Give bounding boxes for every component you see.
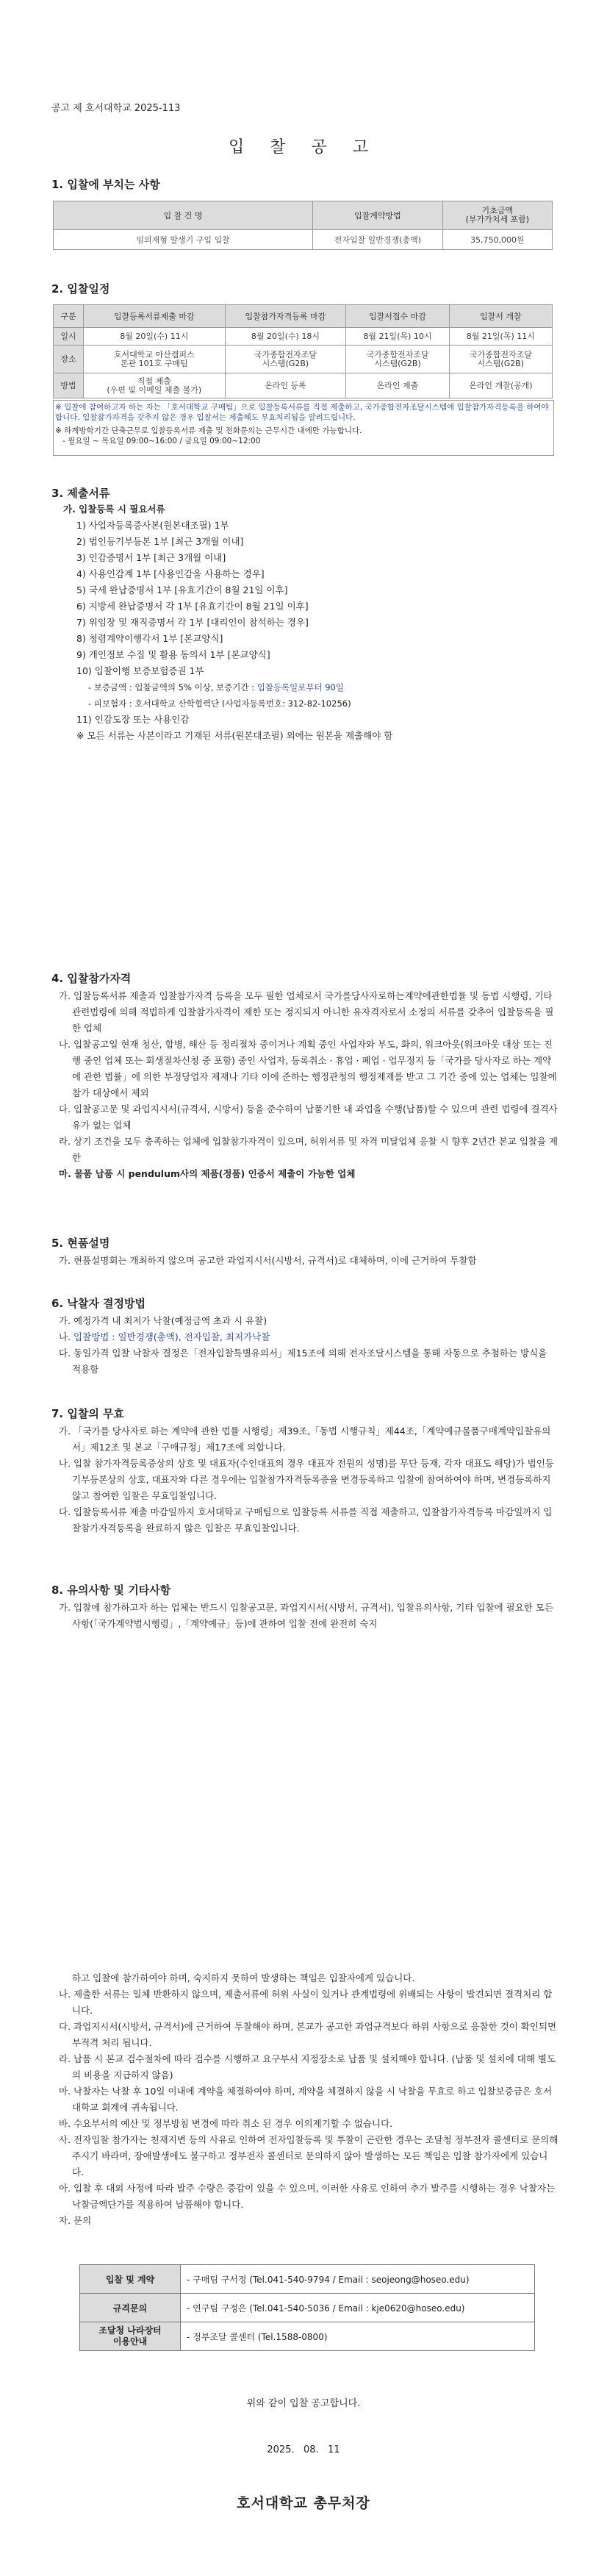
list-item: 가. 「국가를 당사자로 하는 계약에 관한 법률 시행령」제39조,「동법 시행규칙」제44조,「계약예규물품구매계약입찰유의서」제12조 및 본교「구매규정」제17조에 의합니다. [59, 1425, 551, 1453]
cell: 국가종합전자조달 시스템(G2B) [225, 346, 346, 373]
closing-line: 위와 같이 입찰 공고합니다. [246, 2398, 361, 2409]
col-reg-deadline: 입찰참가자격등록 마감 [225, 305, 346, 328]
list-item: 라. 납품 시 본교 검수절차에 따라 검수를 시행하고 요구부서 지정장소로 납품 및 설치해야 합니다. (납품 및 설치에 대해 별도의 비용을 지급하지 않음) [59, 2053, 556, 2081]
notes-rest [59, 1970, 558, 2229]
issuer-name: 호서대학교 총무처장 [237, 2495, 370, 2511]
table-row [54, 328, 553, 346]
list-item: 가. 입찰에 참가하고자 하는 업체는 반드시 입찰공고문, 과업지시서(시방서, 규격서), 입찰유의사항, 기타 입찰에 필요한 모든 사항(「국가계약법시행령」,「계약예규」등)에 관하여 입찰 전에 완전히 숙지 [59, 1602, 553, 1629]
cell: 8월 21일(목) 10시 [346, 328, 449, 346]
list-item: 다. 동일가격 입찰 낙찰자 결정은「전자입찰특별유의서」제15조에 의해 전자조달시스템을 통해 자동으로 추첨하는 방식을 적용함 [59, 1348, 547, 1375]
cell: 직접 제출 (우편 및 이메일 제출 불가) [84, 373, 226, 398]
bond-insured: - 피보험자 : 호서대학교 산학협력단 (사업자등록번호: 312-82-10256) [88, 698, 351, 709]
base-amount: 35,750,000원 [442, 230, 552, 250]
required-docs [51, 501, 558, 744]
notice-number: 공고 제 호서대학교 2025-113 [51, 103, 181, 114]
notes-first [59, 1600, 558, 1632]
bond-amount [51, 679, 558, 695]
cell: 온라인 개찰(공개) [449, 373, 552, 398]
cell: 8월 21일(목) 11시 [449, 328, 552, 346]
col-bid-deadline: 입찰서접수 마감 [346, 305, 449, 328]
list-item: 8) 청렴계약이행각서 1부 [본교양식] [76, 633, 223, 644]
schedule-table [53, 304, 553, 398]
list-item: 3) 인감증명서 1부 [최근 3개월 이내] [76, 552, 226, 563]
table-row [80, 2322, 535, 2351]
section-6-heading: 6. 낙찰자 결정방법 [51, 1297, 146, 1310]
docs-subheading: 가. 입찰등록 시 필요서류 [63, 504, 165, 515]
cell: 호서대학교 아산캠퍼스 본관 101호 구매팀 [84, 346, 226, 373]
page-title: 입 찰 공 고 [229, 138, 378, 157]
list-item: 사. 전자입찰 참가자는 천재지변 등의 사유로 인하여 전자입찰등록 및 투찰이 곤란한 경우는 조달청 정부전자 콜센터로 문의해 주시기 바라며, 장애발생에도 불구하고 정부전자 콜센터로 문의하지 않아 발생하는 모든 책임은 입찰 참가자에게 있습니다. [59, 2134, 558, 2178]
bid-item-table [53, 201, 553, 250]
section-8-heading: 8. 유의사항 및 기타사항 [51, 1584, 171, 1597]
cell: 온라인 등록 [225, 373, 346, 398]
list-item: 마. 낙찰자는 낙찰 후 10일 이내에 계약을 체결하여야 하며, 계약을 체결하지 않을 시 낙찰을 무효로 하고 입찰보증금은 호서대학교 회계에 귀속됩니다. [59, 2086, 553, 2113]
col-contract-method: 입찰계약방법 [313, 201, 443, 230]
docs-note: ※ 모든 서류는 사본이라고 기재된 서류(원본대조필) 외에는 원본을 제출해야 함 [76, 730, 393, 741]
table-row [80, 2294, 535, 2322]
list-item: 6) 지방세 완납증명서 각 1부 [유효기간이 8월 21일 이후] [76, 601, 309, 612]
product-description [59, 1253, 558, 1269]
eligibility [59, 988, 558, 1182]
contact-table [79, 2264, 535, 2351]
notice-date: 2025. 08. 11 [267, 2444, 340, 2455]
col-base-amount: 기초금액 (부가가치세 포함) [442, 201, 552, 230]
list-item: 가. 예정가격 내 최저가 낙찰(예정금액 초과 시 유찰) [59, 1315, 267, 1326]
contact-value: - 구매팀 구서정 (Tel.041-540-9794 / Email : seojeong@hoseo.edu) [181, 2265, 535, 2294]
col-docs-deadline: 입찰등록서류제출 마감 [84, 305, 226, 328]
cell: 8월 20일(수) 18시 [225, 328, 346, 346]
table-row [54, 346, 553, 373]
award-method [59, 1313, 558, 1378]
list-item: 가. 현품설명회는 개최하지 않으며 공고한 과업지시서(시방서, 규격서)로 대체하며, 이에 근거하여 투찰함 [59, 1255, 477, 1266]
cell: 8월 20일(수) 11시 [84, 328, 226, 346]
list-item: 나. 제출한 서류는 일체 반환하지 않으며, 제출서류에 허위 사실이 있거나 관계법령에 위배되는 사항이 발견되면 결격처리 합니다. [59, 1989, 553, 2016]
section-3-heading: 3. 제출서류 [51, 487, 110, 500]
list-item: 10) 입찰이행 보증보험증권 1부 [76, 665, 204, 676]
col-type: 구분 [54, 305, 84, 328]
list-item: 나. 입찰방법 : 일반경쟁(총액), 전자입찰, 최저가낙찰 [59, 1331, 270, 1342]
list-item: 바. 수요부서의 예산 및 정부방침 변경에 따라 취소 된 경우 이의제기할 수 없습니다. [59, 2118, 393, 2129]
contact-label: 입찰 및 계약 [80, 2265, 181, 2294]
schedule-note-box [53, 400, 554, 456]
list-item: 다. 입찰등록서류 제출 마감일까지 호서대학교 구매팀으로 입찰등록 서류를 직접 제출하고, 입찰참가자격등록 마감일까지 입찰참가자격등록을 완료하지 않은 입찰은 무효입찰입니다. [59, 1506, 553, 1534]
invalid-bids [59, 1423, 558, 1536]
list-item: 자. 문의 [59, 2215, 92, 2226]
list-item: 9) 개인정보 수집 및 활용 동의서 1부 [본교양식] [76, 649, 270, 660]
list-item: 마. 물품 납품 시 pendulum사의 제품(정품) 인증서 제출이 가능한 업체 [59, 1168, 356, 1179]
col-bid-name: 입 찰 건 명 [54, 201, 313, 230]
contact-label: 조달청 나라장터 이용안내 [80, 2322, 181, 2351]
list-item: 11) 인감도장 또는 사용인감 [76, 714, 190, 725]
list-item: 라. 상기 조건을 모두 충족하는 업체에 입찰참가자격이 있으며, 허위서류 및 자격 미달업체 응찰 시 향후 2년간 본교 입찰을 제한 [59, 1136, 558, 1163]
section-1-heading: 1. 입찰에 부치는 사항 [51, 178, 160, 191]
section-5-heading: 5. 현품설명 [51, 1237, 110, 1250]
contact-label: 규격문의 [80, 2294, 181, 2322]
list-item: 나. 입찰 참가자격등록증상의 상호 및 대표자(수인대표의 경우 대표자 전원의 성명)를 무단 등재, 각자 대표도 해당)가 법인등기부등본상의 상호, 대표자와 다른 경우에는 입찰참가자격등록증을 변경등록하고 입찰에 참여하여야 하며, 변경등록하지 않고 참여한 입찰은 무효입찰입니다. [59, 1458, 554, 1501]
cell: 온라인 제출 [346, 373, 449, 398]
row-label: 장소 [54, 346, 84, 373]
list-item: 다. 과업지시서(시방서, 규격서)에 근거하여 투찰해야 하며, 본교가 공고한 과업규격보다 하위 사항으로 응찰한 것이 확인되면 부적격 처리 됩니다. [59, 2021, 557, 2048]
list-item: 다. 입찰공고문 및 과업지시서(규격서, 시방서) 등을 준수하여 납품기한 내 과업을 수행(납품)할 수 있으며 관련 법령에 결격사유가 없는 업체 [59, 1103, 558, 1131]
bid-name: 임의재형 발생기 구입 입찰 [54, 230, 313, 250]
cell: 국가종합전자조달 시스템(G2B) [449, 346, 552, 373]
contact-value: - 정부조달 콜센터 (Tel.1588-0800) [181, 2322, 535, 2351]
bond-period: 입찰등록일로부터 90일 [256, 682, 344, 693]
table-row [54, 373, 553, 398]
section-7-heading: 7. 입찰의 무효 [51, 1407, 125, 1420]
col-opening: 입찰서 개찰 [449, 305, 552, 328]
list-item: 나. 입찰공고일 현재 청산, 합병, 해산 등 정리절차 중이거나 계획 중인 사업자와 부도, 화의, 워크아웃(워크아웃 대상 또는 진행 중인 업체 또는 회생절차신청 중 포함) 중인 사업자, 등록취소 · 휴업 · 폐업 · 업무정지 등「국가를 당사자로 하는 계약에 관한 법률」에 의한 부정당업자 제재나 기타 이에 준하는 행정관청의 행정제재를 받고 그 기간 중에 있는 업체는 입찰에 참가 대상에서 제외 [59, 1039, 557, 1098]
list-item: 가. 입찰등록서류 제출과 입찰참가자격 등록을 모두 필한 업체로서 국가를당사자로하는계약에관한법률 및 동법 시행령, 기타 관련법령에 의해 적법하게 입찰참가자격이 제한 또는 정지되지 아니한 유자격자로서 소정의 서류를 갖추어 입찰등록을 필한 업체 [59, 990, 554, 1034]
section-2-heading: 2. 입찰일정 [51, 282, 110, 296]
note-office-hours: - 월요일 ~ 목요일 09:00~16:00 / 금요일 09:00~12:00 [62, 437, 261, 446]
note-summer-hours: ※ 하계방학기간 단축근무로 입찰등록서류 제출 및 전화문의는 근무시간 내에만 가능합니다. [55, 426, 362, 435]
list-item: 2) 법인등기부등본 1부 [최근 3개월 이내] [76, 536, 244, 547]
table-row [80, 2265, 535, 2294]
contract-method: 전자입찰 일반경쟁(총액) [313, 230, 443, 250]
notes-continued: 하고 입찰에 참가하여야 하며, 숙지하지 못하여 발생하는 책임은 입찰자에게 있습니다. [72, 1972, 415, 1983]
row-label: 일시 [54, 328, 84, 346]
row-label: 방법 [54, 373, 84, 398]
list-item: 7) 위임장 및 재직증명서 각 1부 [대리인이 참석하는 경우] [76, 617, 309, 628]
list-item: 아. 입찰 후 대외 사정에 따라 발주 수량은 증감이 있을 수 있으며, 이러한 사유로 인하여 추가 발주를 시행하는 경우 낙찰자는 낙찰금액단가를 적용하여 납품해야 합니다. [59, 2183, 556, 2210]
note-g2b: ※ 입찰에 참여하고자 하는 자는 「호서대학교 구매팀」으로 입찰등록서류를 직접 제출하고, 국가종합전자조달시스템에 입찰참가자격등록을 하여야 합니다. 입찰참가자격을 갖추지 않은 경우 입찰서는 제출해도 무효처리됨을 알려드립니다. [55, 403, 549, 422]
section-4-heading: 4. 입찰참가자격 [51, 972, 132, 985]
contact-value: - 연구팀 구정은 (Tel.041-540-5036 / Email : kje0620@hoseo.edu) [181, 2294, 535, 2322]
bond-amount-label: - 보증금액 : 입찰금액의 5% 이상, 보증기간 : [88, 682, 257, 693]
list-item: 1) 사업자등록증사본(원본대조필) 1부 [76, 520, 229, 531]
cell: 국가종합전자조달 시스템(G2B) [346, 346, 449, 373]
list-item: 4) 사용인감계 1부 [사용인감을 사용하는 경우] [76, 568, 265, 579]
list-item: 5) 국세 완납증명서 1부 [유효기간이 8월 21일 이후] [76, 584, 288, 595]
table-row [54, 230, 553, 250]
